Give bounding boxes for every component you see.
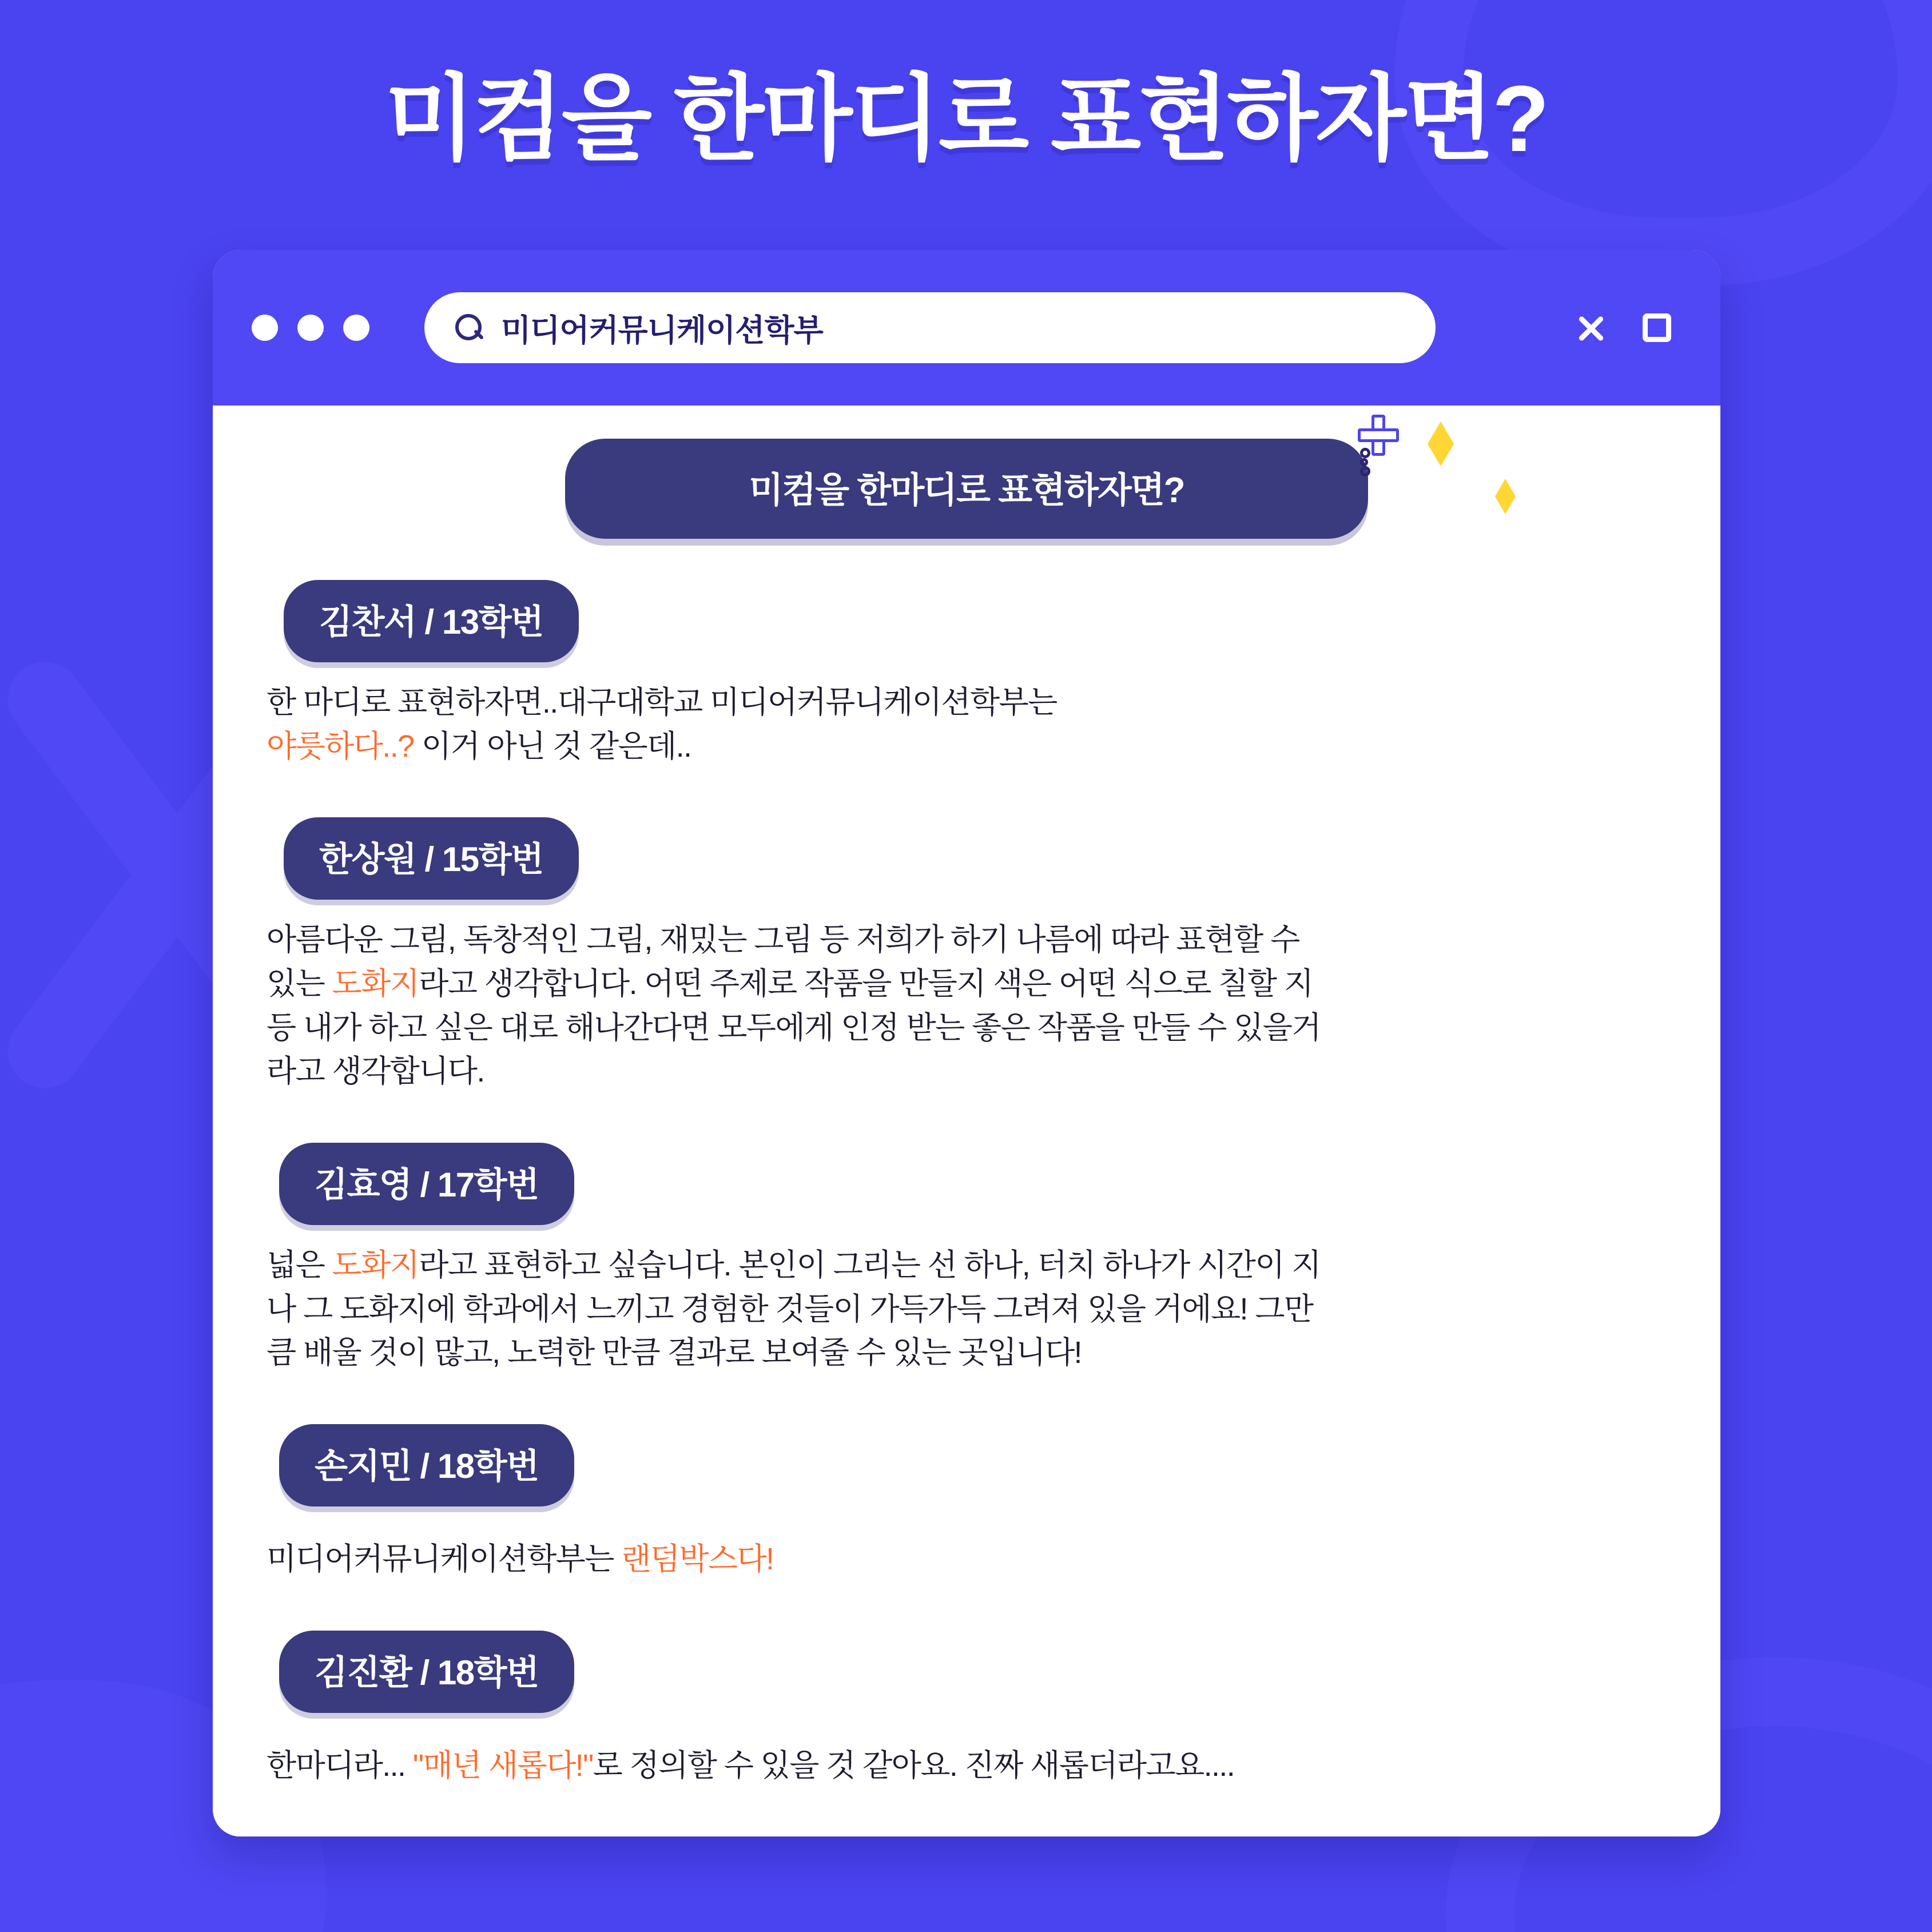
answer-highlight-span: 도화지 (332, 967, 419, 1001)
browser-titlebar (213, 250, 1720, 406)
answer-entry (257, 580, 1676, 768)
sparkle-ring-3-icon (1360, 466, 1370, 476)
dot-3-icon (343, 315, 369, 341)
sparkle-decoration (1360, 417, 1549, 589)
close-icon[interactable] (1575, 312, 1607, 344)
answer-text-span: 라고 표현하고 싶습니다. 본인이 그리는 선 하나, 터치 하나가 시간이 지 (419, 1248, 1321, 1283)
answer-text-span: 큼 배울 것이 많고, 노력한 만큼 결과로 보여줄 수 있는 곳입니다! (267, 1335, 1082, 1370)
answer-text-span: 로 정의할 수 있을 것 같아요. 진짜 새롭더라고요.... (593, 1748, 1235, 1783)
answer-text (257, 1537, 1676, 1581)
answer-highlight-span: 랜덤박스다! (621, 1542, 774, 1577)
answer-entry (257, 1143, 1676, 1375)
answer-line (267, 1744, 1659, 1788)
answer-line (267, 1287, 1659, 1331)
answer-author-tag: 김효영 / 17학번 (279, 1143, 574, 1225)
answer-text-span: 미디어커뮤니케이션학부는 (267, 1542, 622, 1577)
answer-text (257, 681, 1676, 768)
search-icon (454, 313, 484, 343)
answer-highlight-span: 도화지 (332, 1248, 419, 1283)
answer-line (267, 1050, 1659, 1094)
answer-author-tag: 김진환 / 18학번 (279, 1631, 574, 1713)
answer-line (267, 725, 1659, 769)
answer-highlight-span: 야릇하다..? (267, 729, 414, 764)
answer-line (267, 1006, 1659, 1050)
answer-line (267, 1243, 1659, 1287)
answer-line (267, 918, 1659, 962)
answer-text-span: 이거 아닌 것 같은데.. (414, 729, 691, 764)
search-input[interactable] (424, 292, 1436, 363)
answer-text (257, 1243, 1676, 1375)
content-area (213, 406, 1720, 1836)
answer-text-span: 라고 생각합니다. 어떤 주제로 작품을 만들지 색은 어떤 식으로 칠할 지 (419, 967, 1313, 1001)
answer-line (267, 962, 1659, 1006)
sparkle-plus-icon (1360, 417, 1391, 448)
answer-entry (257, 817, 1676, 1094)
answer-entry (257, 1631, 1676, 1788)
answer-text (257, 1744, 1676, 1788)
window-controls (1575, 312, 1671, 344)
page-title: 미컴을 한마디로 표현하자면? (384, 66, 1548, 171)
window-dots (252, 315, 369, 341)
sparkle-diamond-icon (1428, 422, 1454, 466)
answer-author-tag: 한상원 / 15학번 (284, 817, 579, 900)
answer-author-tag: 손지민 / 18학번 (279, 1424, 574, 1506)
question-banner: 미컴을 한마디로 표현하자면? (565, 439, 1368, 539)
sparkle-ring-2-icon (1360, 458, 1368, 466)
sparkle-diamond-small-icon (1495, 479, 1516, 514)
answer-line (267, 681, 1659, 725)
answer-text (257, 918, 1676, 1094)
answer-highlight-span: "매년 새롭다!" (412, 1748, 593, 1783)
answer-line (267, 1331, 1659, 1375)
sparkle-ring-1-icon (1360, 448, 1370, 458)
maximize-icon[interactable] (1643, 313, 1671, 342)
answer-author-tag: 김찬서 / 13학번 (284, 580, 579, 662)
dot-1-icon (252, 315, 278, 341)
answer-text-span: 한 마디로 표현하자면..대구대학교 미디어커뮤니케이션학부는 (267, 685, 1057, 719)
answer-entry (257, 1424, 1676, 1581)
answer-line (267, 1537, 1659, 1581)
browser-window (213, 250, 1720, 1836)
search-input-value: 미디어커뮤니케이션학부 (501, 313, 823, 348)
answer-text-span: 한마디라... (267, 1748, 413, 1783)
answer-text-span: 아름다운 그림, 독창적인 그림, 재밌는 그림 등 저희가 하기 나름에 따라 표현할 수 (267, 923, 1299, 957)
answer-text-span: 넓은 (267, 1248, 332, 1283)
answer-text-span: 있는 (267, 967, 332, 1001)
answer-text-span: 나 그 도화지에 학과에서 느끼고 경험한 것들이 가득가득 그려져 있을 거에요! 그만 (267, 1291, 1313, 1326)
dot-2-icon (297, 315, 324, 341)
answer-text-span: 등 내가 하고 싶은 대로 해나간다면 모두에게 인정 받는 좋은 작품을 만들 수 있을거 (267, 1010, 1321, 1045)
answer-text-span: 라고 생각합니다. (267, 1054, 484, 1089)
